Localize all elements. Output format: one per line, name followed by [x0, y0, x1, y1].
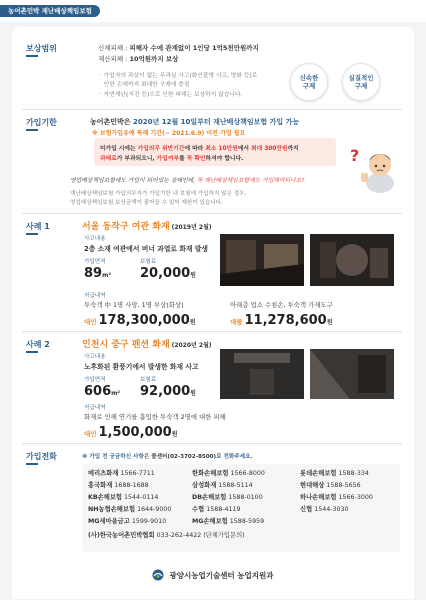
list-item: 신협 1544-3030	[300, 506, 349, 513]
badge-real-relief: 실질적인 구제	[342, 63, 380, 101]
list-item: MG새마을금고 1599-9010	[88, 518, 167, 525]
list-item: 메리츠화재 1566-7711	[88, 470, 155, 477]
case1-title-row: 서울 동작구 여관 화재 (2019년 2월)	[82, 222, 212, 232]
section-label-case1: 사례 1	[26, 222, 50, 231]
list-item: 한화손해보험 1566-8000	[192, 470, 265, 477]
case1-pay-left: 투숙객 中 1명 사망, 1명 부상(화상)	[84, 301, 184, 309]
footer	[12, 569, 414, 583]
case1-premium-label: 보험료	[140, 259, 157, 265]
header-tag: 농어촌민박 재난배상책임보험	[0, 5, 100, 17]
footer-org: 광양시농업기술센터 농업지원과	[169, 570, 274, 580]
document-sheet	[12, 27, 414, 599]
list-item: 하나손해보험 1566-3000	[300, 494, 373, 501]
thinking-character-icon	[348, 145, 400, 195]
handwritten-question: 영업배상책임보험에도 가입이 되어있는 상태인데, 꼭 재난배상책임보험에도 가입해야되나요?	[70, 178, 305, 184]
case2-title-row: 인천시 중구 펜션 화재 (2020년 2월)	[82, 340, 212, 350]
list-item: DB손해보험 1588-0100	[192, 494, 263, 501]
divider	[22, 443, 402, 444]
case1-photo-1	[220, 234, 304, 286]
alert-line-1: 미가입 시에는 가입의무 위반기간에 따라 최소 10만원에서 최대 300만원까지	[100, 146, 299, 152]
divider	[22, 213, 402, 214]
list-item: 현대해상 1588-5656	[300, 482, 361, 489]
section-label-compensation: 보상범위	[26, 44, 57, 53]
city-logo-icon	[152, 569, 164, 581]
case1-amount-right: 대물 11,278,600원	[230, 313, 333, 328]
contact-note: ※ 가입 전 궁금하신 사항은 콜센터(02-3702-8500)로 전화주세요.	[82, 454, 253, 460]
list-item: 흥국화재 1688-1688	[88, 482, 149, 489]
case1-pay-right: 아래층 업소 수침손, 투숙객 가재도구	[230, 301, 333, 309]
comp-line-2: 재산피해 : 10억원까지 보상	[98, 55, 179, 63]
section-label-period: 가입기한	[26, 118, 57, 127]
case2-amount: 대인 1,500,000원	[84, 425, 178, 440]
case2-content: 노후화된 환풍기에서 발생한 화재 사고	[84, 363, 199, 371]
list-item: (사)한국농어촌민박협회 033-262-4422 (단체가입문의)	[88, 532, 245, 539]
case1-premium: 20,000원	[140, 266, 196, 281]
case1-photo-2	[310, 234, 394, 286]
case2-area: 606m²	[84, 384, 121, 399]
comp-note-1: · 가입자의 과실이 없는 무과실 사고(화인불명 사고, 방화 등)로	[100, 73, 258, 79]
case1-content: 2층 소재 여관에서 버너 과열로 화재 발생	[84, 245, 208, 253]
case1-amount-left: 대인 178,300,000원	[84, 313, 196, 328]
list-item: KB손해보험 1544-0114	[88, 494, 159, 501]
comp-note-2: 인한 손해까지 최대한 구제에 중점	[100, 82, 190, 88]
case2-content-label: 사고내용	[84, 354, 106, 360]
case2-premium: 92,000원	[140, 384, 196, 399]
alert-line-2: 과태료가 부과되오니, 가입여부를 꼭 확인하셔야 합니다.	[100, 156, 244, 162]
header-strip	[0, 0, 426, 22]
svg-text:?: ?	[350, 146, 360, 165]
period-headline: 농어촌민박은 2020년 12월 10일부터 재난배상책임보험 가입 가능	[90, 118, 300, 126]
comp-line-1: 신체피해 : 피해자 수에 관계없이 1인당 1억5천만원까지	[98, 44, 259, 52]
period-info-1: 재난배상책임보험 가입의무자가 가입기한 내 보험에 가입하지 않은 경우,	[70, 191, 247, 197]
case1-content-label: 사고내용	[84, 236, 106, 242]
case2-photo-1	[220, 349, 304, 399]
list-item: 롯데손해보험 1588-334	[300, 470, 369, 477]
period-sub: ※ 보험가입유예 특례 기간(~ 2021.6.9) 이전 가입 필요	[92, 130, 246, 137]
period-info-2: 영업배상책임보험 보상금액이 줄어들 수 있어 제한이 있습니다.	[70, 200, 223, 206]
section-label-case2: 사례 2	[26, 340, 50, 349]
list-item: NH농협손해보험 1644-9000	[88, 506, 172, 513]
case1-area-label: 가입면적	[84, 259, 106, 265]
case2-photo-2	[310, 349, 394, 399]
section-label-contact: 가입전화	[26, 452, 57, 461]
list-item: MG손해보험 1588-5959	[192, 518, 265, 525]
insurer-list	[82, 464, 400, 552]
penalty-alert-box	[94, 138, 336, 166]
badge-fast-relief: 신속한 구제	[290, 63, 328, 101]
divider	[22, 331, 402, 332]
case1-pay-label: 지급내역	[84, 293, 106, 299]
list-item: 삼성화재 1588-5114	[192, 482, 253, 489]
case2-premium-label: 보험료	[140, 377, 157, 383]
case2-area-label: 가입면적	[84, 377, 106, 383]
list-item: 수협 1588-4119	[192, 506, 241, 513]
case2-pay-text: 화재로 인해 연기를 흡입한 투숙객 2명에 대한 피해	[84, 413, 226, 421]
comp-note-3: · 자연재난(지진 등)으로 인한 피해는 보상하지 않습니다.	[100, 92, 243, 98]
case1-area: 89m²	[84, 266, 111, 281]
case2-pay-label: 지급내역	[84, 405, 106, 411]
divider	[22, 109, 402, 110]
